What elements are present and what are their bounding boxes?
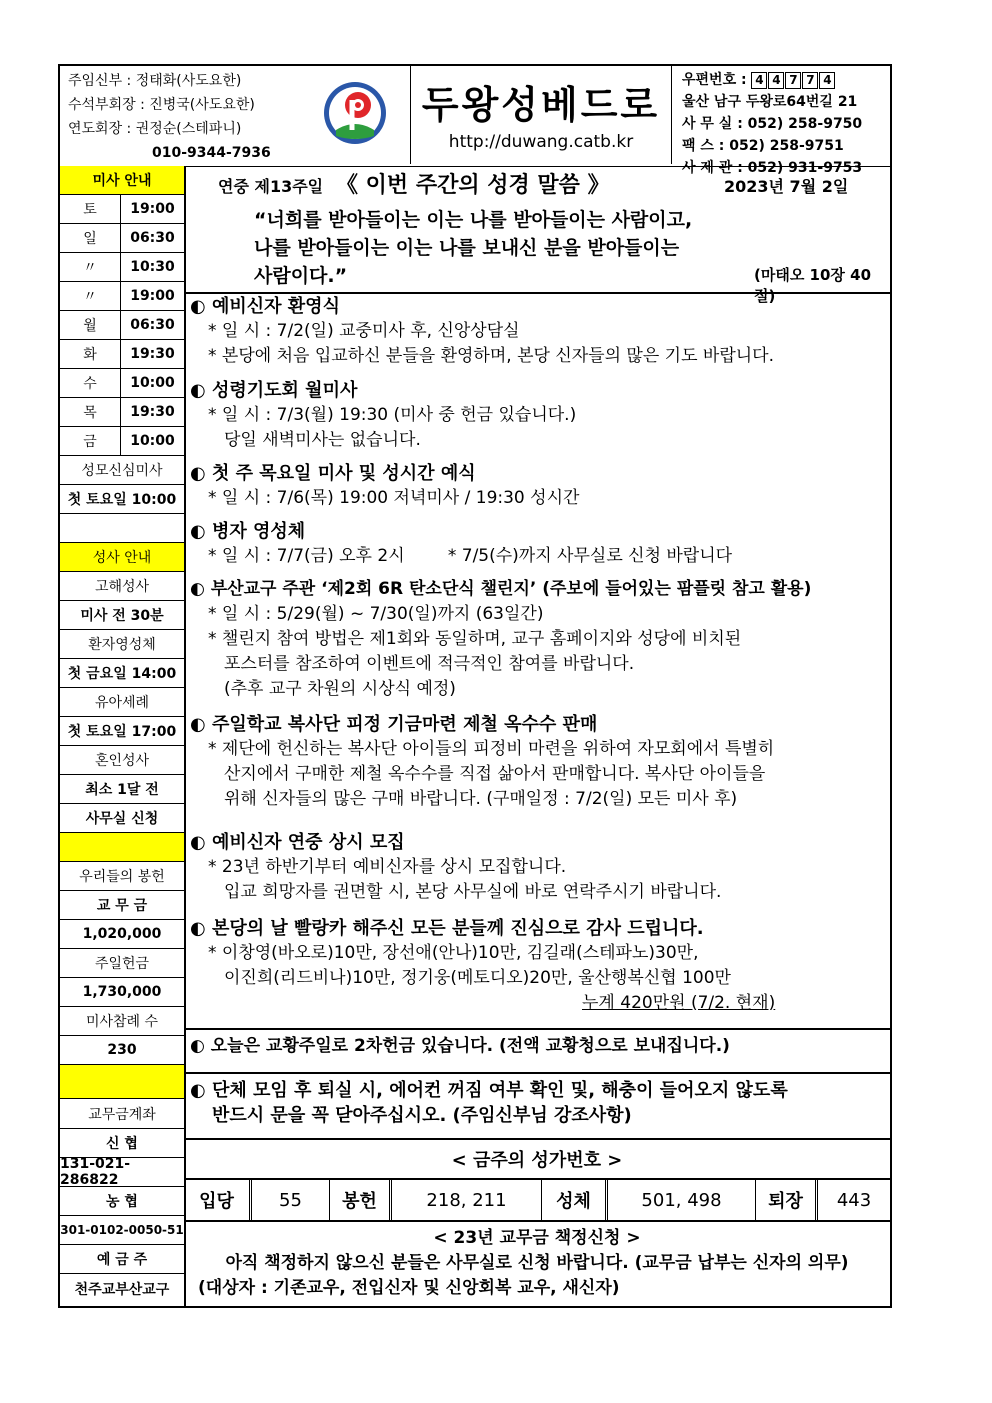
zip-digit: 4 (768, 72, 784, 89)
mass-day: 토 (60, 195, 121, 223)
header (60, 66, 890, 176)
zip-digit: 7 (785, 72, 801, 89)
notice-heading: ◐ 주일학교 복사단 피정 기금마련 제철 옥수수 판매 (190, 714, 598, 735)
sidebar (60, 166, 186, 1306)
mass-time: 19:00 (130, 201, 175, 217)
mass-row (60, 224, 184, 253)
zip-digit: 7 (802, 72, 818, 89)
sidebar-row: 천주교부산교구 (74, 1281, 170, 1298)
notice-line: 입교 희망자를 권면할 시, 본당 사무실에 바로 연락주시기 바랍니다. (224, 882, 722, 902)
tithe-line: (대상자 : 기존교우, 전입신자 및 신앙회복 교우, 새신자) (198, 1278, 620, 1298)
notice-line: 위해 신자들의 많은 구매 바랍니다. (구매일정 : 7/2(일) 모든 미사 후) (224, 789, 738, 809)
sunday-offering-amount: 1,730,000 (60, 978, 184, 1007)
zip-digit: 4 (751, 72, 767, 89)
account-number: 301-0102-0050-51 (60, 1216, 184, 1245)
notice-line: * 제단에 헌신하는 복사단 아이들의 피정비 마련을 위하여 자모회에서 특별히 (208, 739, 775, 759)
title-box (410, 66, 672, 164)
notice-line: * 23년 하반기부터 예비신자를 상시 모집합니다. (208, 857, 567, 877)
mass-time: 19:30 (130, 404, 175, 420)
mass-row (60, 398, 184, 427)
mass-time: 06:30 (130, 317, 175, 333)
notice-line: 이진희(리드비나)10만, 정기웅(메토디오)20만, 울산행복신협 100만 (224, 968, 731, 988)
youth-chair: 연도회장 : 권정순(스테파니) (68, 121, 242, 137)
mass-row (60, 195, 184, 224)
hymn-numbers (184, 1178, 890, 1222)
mass-row (60, 311, 184, 340)
hymn-number: 55 (252, 1180, 330, 1220)
notice-line: 당일 새벽미사는 없습니다. (224, 430, 421, 450)
mass-schedule-title: 미사 안내 (60, 166, 184, 195)
sidebar-row: 교무금계좌 (60, 1099, 184, 1129)
notice-line: (추후 교구 차원의 시상식 예정) (224, 679, 456, 699)
sidebar-row: 최소 1달 전 (60, 775, 184, 804)
notice-heading: 반드시 문을 꼭 닫아주십시오. (주임신부님 강조사항) (212, 1105, 632, 1126)
notice-heading: ◐ 단체 모임 후 퇴실 시, 에어컨 꺼짐 여부 확인 및, 해충이 들어오지 않도록 (190, 1080, 788, 1101)
notice-line: * 일 시 : 7/3(월) 19:30 (미사 중 헌금 있습니다.) (208, 405, 577, 425)
notice-heading: ◐ 오늘은 교황주일로 2차헌금 있습니다. (전액 교황청으로 보내집니다.) (190, 1036, 730, 1056)
hymn-label: 성체 (542, 1180, 608, 1220)
contact-info (682, 69, 862, 179)
rectory-phone: 사 제 관 : 052) 931-9753 (682, 160, 863, 176)
notice-catechumen-recruit (190, 830, 886, 905)
sidebar-row: 주일헌금 (60, 949, 184, 978)
tithe-line: 아직 책정하지 않으신 분들은 사무실로 신청 바랍니다. (교무금 납부는 신자의 의무) (225, 1253, 849, 1273)
verse-line: 나를 받아들이는 이는 나를 보내신 분을 받아들이는 (254, 237, 680, 259)
sidebar-row: 신 협 (60, 1129, 184, 1158)
sidebar-row: 첫 금요일 14:00 (60, 659, 184, 688)
mass-day: 〃 (60, 282, 121, 310)
mass-time: 19:30 (130, 346, 175, 362)
sidebar-row: 미사참례 수 (60, 1007, 184, 1036)
notice-corn-sale (190, 712, 886, 812)
mass-day: 금 (60, 427, 121, 455)
tithe-notice (184, 1226, 890, 1301)
mass-day: 수 (60, 369, 121, 397)
notice-heading: ◐ 본당의 날 빨랑카 해주신 모든 분들께 진심으로 감사 드립니다. (190, 918, 704, 939)
mass-day: 화 (60, 340, 121, 368)
verse-text (254, 206, 692, 290)
notice-line: * 이창영(바오로)10만, 장선애(안나)10만, 김길래(스테파노)30만, (208, 943, 699, 963)
sidebar-row: 첫 토요일 17:00 (60, 717, 184, 746)
sidebar-row: 혼인성사 (60, 746, 184, 775)
hymn-title: < 금주의 성가번호 > (184, 1138, 890, 1178)
donation-total-row (190, 991, 886, 1016)
notice-door-closing (184, 1072, 890, 1144)
mass-row (60, 340, 184, 369)
sidebar-row: 사무실 신청 (60, 804, 184, 833)
notice-heading: ◐ 병자 영성체 (190, 521, 306, 542)
verse-line: 사람이다.” (254, 265, 348, 287)
zip-row (682, 69, 862, 91)
notice-catechumen-welcome (190, 294, 886, 369)
chair: 수석부회장 : 진병국(사도요한) (68, 97, 255, 113)
notice-line: * 챌린지 참여 방법은 제1회와 동일하며, 교구 홈페이지와 성당에 비치된 (208, 629, 742, 649)
account-number: 131-021-286822 (60, 1158, 184, 1187)
mass-time: 06:30 (130, 230, 175, 246)
notice-line: 포스터를 참조하여 이벤트에 적극적인 참여를 바랍니다. (224, 654, 635, 674)
notice-thanks (190, 916, 886, 1016)
zip-label: 우편번호 : (682, 72, 747, 88)
sidebar-row: 유아세례 (60, 688, 184, 717)
sidebar-row-empty (60, 833, 184, 862)
mass-day: 일 (60, 224, 121, 252)
address: 울산 남구 두왕로64번길 21 (682, 94, 858, 110)
sidebar-row: 고해성사 (60, 572, 184, 601)
bulletin-frame (58, 64, 892, 1308)
mass-time: 19:00 (130, 288, 175, 304)
sidebar-row: 예 금 주 (60, 1245, 184, 1274)
notice-prayer-mass (190, 378, 886, 453)
attendance-count: 230 (60, 1036, 184, 1065)
notice-line: * 본당에 처음 입교하신 분들을 환영하며, 본당 신자들의 많은 기도 바랍니다. (208, 346, 775, 366)
mass-time: 10:30 (130, 259, 175, 275)
notice-heading: ◐ 부산교구 주관 ‘제2회 6R 탄소단식 챌린지’ (주보에 들어있는 팜플릿 참고 활용) (190, 579, 812, 599)
sidebar-row-empty (60, 1065, 184, 1099)
notice-line: * 일 시 : 5/29(월) ~ 7/30(일)까지 (63일간) (208, 604, 544, 624)
hymn-label: 퇴장 (756, 1180, 818, 1220)
sidebar-row: 환자영성체 (60, 630, 184, 659)
weekly-verse (184, 166, 890, 305)
notice-heading: ◐ 예비신자 연중 상시 모집 (190, 832, 405, 853)
notice-heading: ◐ 성령기도회 월미사 (190, 380, 358, 401)
staff-info (68, 69, 271, 165)
sacrament-title: 성사 안내 (60, 543, 184, 572)
mass-row (60, 427, 184, 456)
mass-row (60, 282, 184, 311)
phone: 010-9344-7936 (152, 145, 271, 161)
hymn-label: 입당 (184, 1180, 252, 1220)
verse-reference: (마태오 10장 40절) (754, 266, 872, 305)
mass-day: 월 (60, 311, 121, 339)
pastor: 주임신부 : 정태화(사도요한) (68, 73, 242, 89)
donation-total: 누계 420만원 (7/2. 현재) (582, 993, 776, 1013)
sidebar-row: 미사 전 30분 (60, 601, 184, 630)
parish-url[interactable]: http://duwang.catb.kr (448, 132, 634, 152)
sidebar-row: 교 무 금 (60, 891, 184, 920)
mass-time: 10:00 (130, 433, 175, 449)
sidebar-row: 첫 토요일 10:00 (60, 485, 184, 514)
parish-title: 두왕성베드로 (421, 83, 661, 127)
notice-sick-communion (190, 519, 886, 569)
tithe-amount: 1,020,000 (60, 920, 184, 949)
hymn-number: 501, 498 (608, 1180, 756, 1220)
notice-carbon-challenge (190, 577, 886, 702)
fax: 팩 스 : 052) 258-9751 (682, 138, 844, 154)
mass-time: 10:00 (130, 375, 175, 391)
mass-row (60, 253, 184, 282)
offering-title: 우리들의 봉헌 (60, 862, 184, 891)
notice-line: * 일 시 : 7/7(금) 오후 2시 * 7/5(수)까지 사무실로 신청 바랍니다 (208, 546, 733, 566)
hymn-number: 443 (836, 1189, 872, 1211)
notice-line: * 일 시 : 7/2(일) 교중미사 후, 신앙상담실 (208, 321, 520, 341)
sidebar-row: 성모신심미사 (60, 456, 184, 485)
tithe-title: < 23년 교무금 책정신청 > (433, 1228, 641, 1248)
hymn-number: 218, 211 (392, 1180, 542, 1220)
verse-line: “너희를 받아들이는 이는 나를 받아들이는 사람이고, (254, 209, 693, 231)
notice-line: * 일 시 : 7/6(목) 19:00 저녁미사 / 19:30 성시간 (208, 488, 580, 508)
liturgical-week: 연중 제13주일 (218, 177, 324, 196)
verse-title: 《 이번 주간의 성경 말씀 》 (336, 173, 610, 198)
mass-row (60, 369, 184, 398)
hymn-label: 봉헌 (330, 1180, 392, 1220)
bulletin-date: 2023년 7월 2일 (724, 177, 849, 196)
office-phone: 사 무 실 : 052) 258-9750 (682, 116, 863, 132)
sidebar-row: 농 협 (60, 1187, 184, 1216)
notice-first-thursday (190, 461, 886, 511)
parish-logo-icon (322, 80, 388, 146)
sidebar-row-empty (60, 514, 184, 543)
notice-line: 산지에서 구매한 제철 옥수수를 직접 삶아서 판매합니다. 복사단 아이들을 (224, 764, 766, 784)
zip-digit: 4 (819, 72, 835, 89)
notice-heading: ◐ 첫 주 목요일 미사 및 성시간 예식 (190, 463, 476, 484)
mass-day: 〃 (60, 253, 121, 281)
notice-papal-collection (184, 1028, 890, 1074)
notice-heading: ◐ 예비신자 환영식 (190, 296, 340, 317)
mass-day: 목 (60, 398, 121, 426)
